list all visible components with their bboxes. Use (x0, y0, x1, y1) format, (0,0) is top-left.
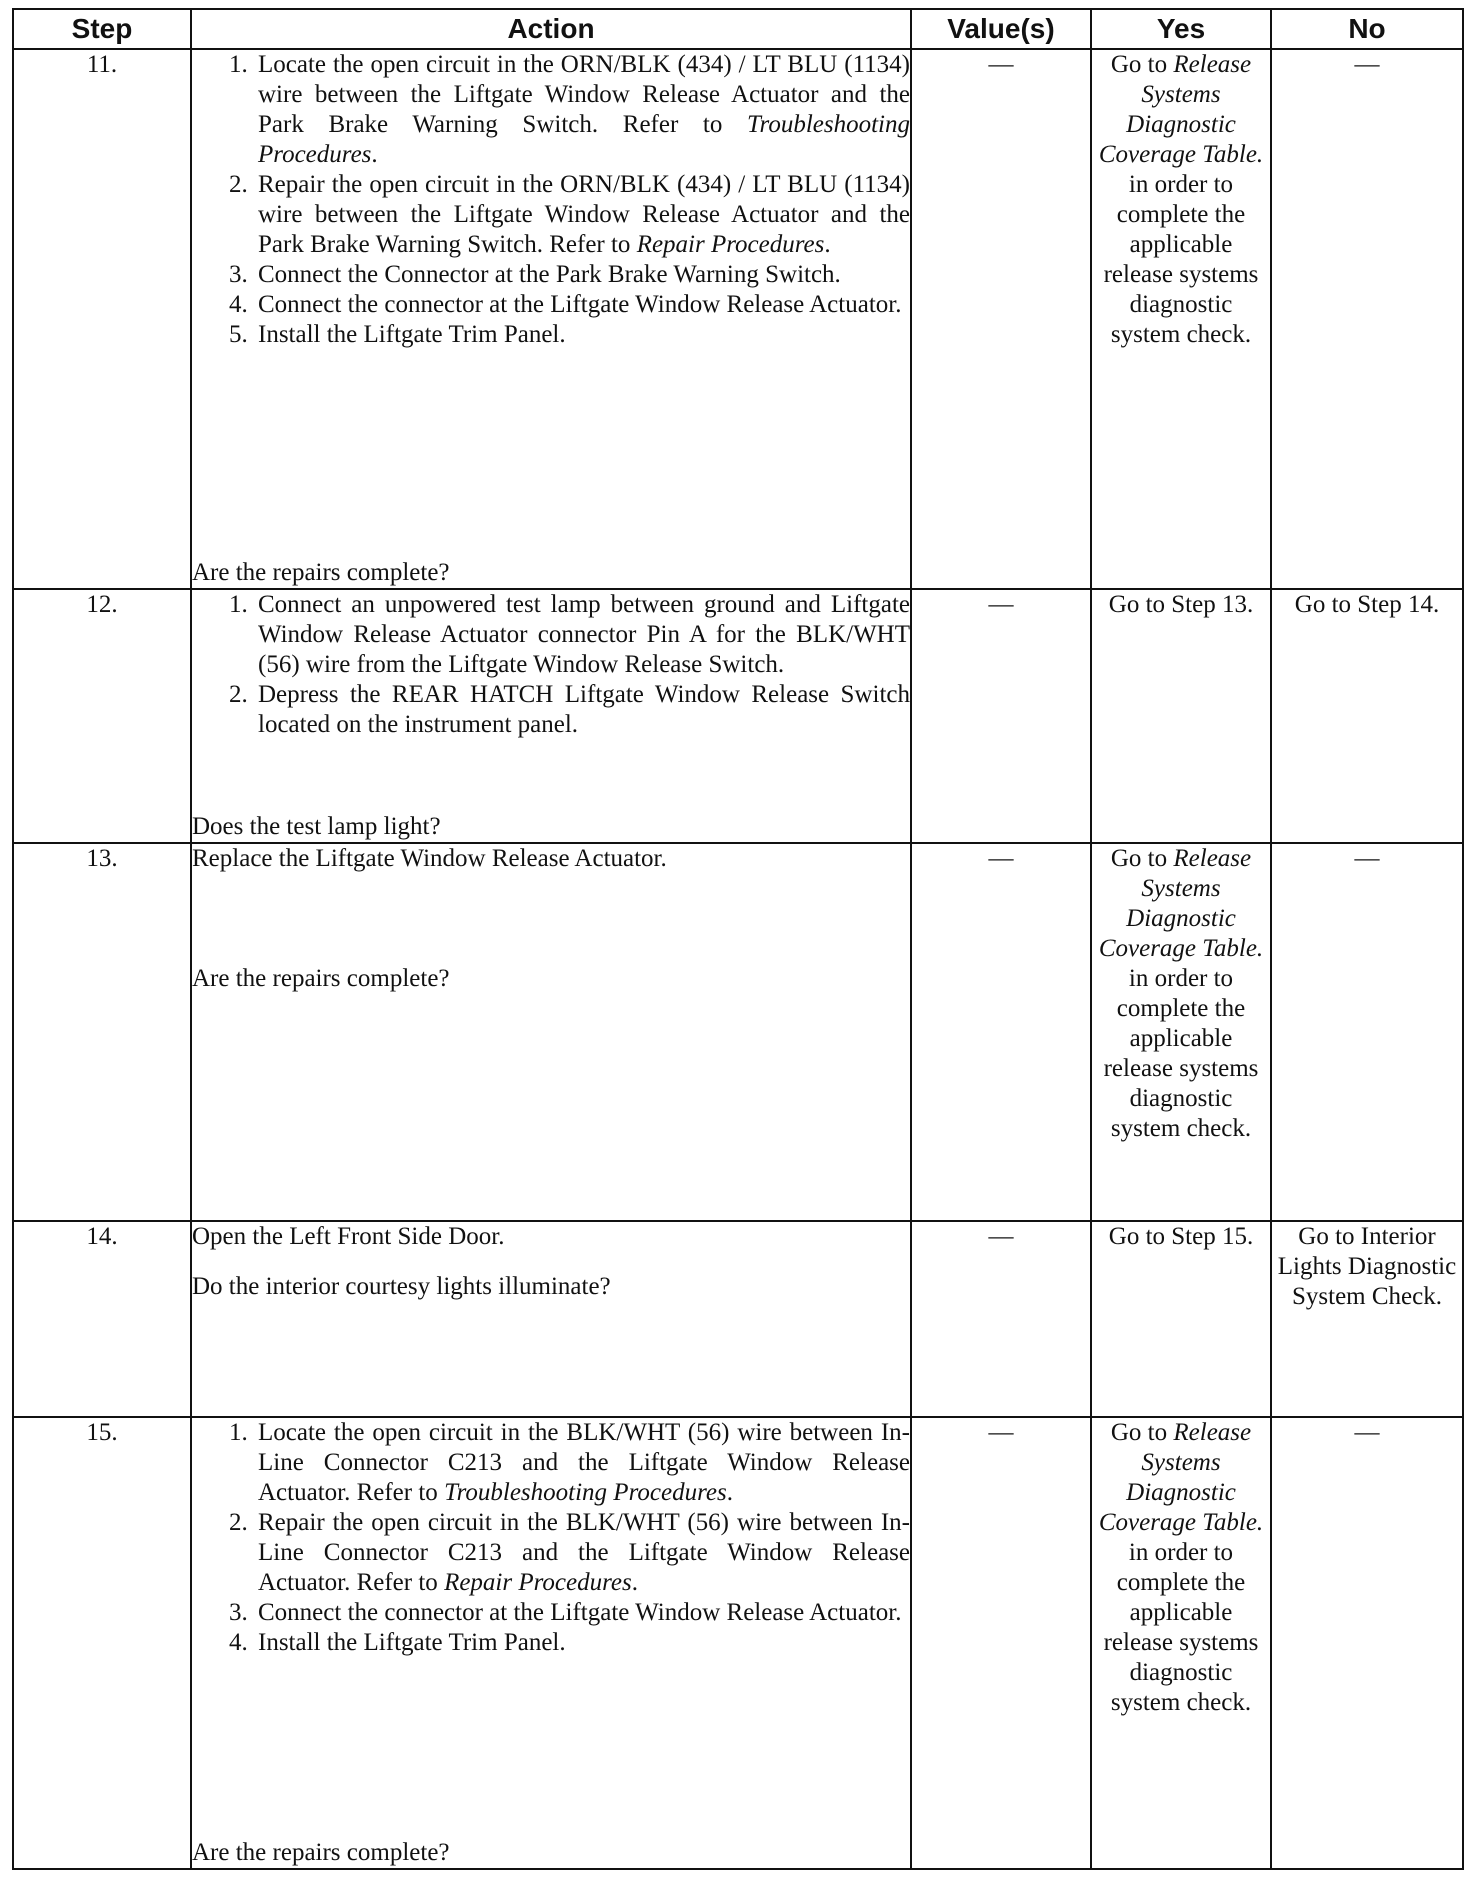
header-yes: Yes (1091, 9, 1271, 49)
header-row (13, 9, 1463, 49)
value-cell: — (911, 1417, 1091, 1869)
action-step-item: 1. Locate the open circuit in the ORN/BLK (434) / LT BLU (1134) wire between the Liftgate Window Release Actuator and the Park Brake Warning Switch. Refer to Troubleshooting Procedures. (254, 50, 910, 170)
table-row-step-12 (13, 589, 1463, 843)
no-cell: Go to Interior Lights Diagnostic System Check. (1271, 1221, 1463, 1417)
action-step-item: 3. Connect the connector at the Liftgate Window Release Actuator. (254, 1598, 910, 1628)
header-values: Value(s) (911, 9, 1091, 49)
action-question: Do the interior courtesy lights illuminate? (192, 1273, 611, 1300)
action-text: Replace the Liftgate Window Release Actuator. (192, 845, 667, 872)
value-cell: — (911, 589, 1091, 843)
reference-link: Repair Procedures (444, 1569, 632, 1596)
action-question: Does the test lamp light? (192, 813, 441, 840)
yes-cell: Go to Step 13. (1091, 589, 1271, 843)
no-cell: — (1271, 843, 1463, 1221)
action-step-item: 3. Connect the Connector at the Park Brake Warning Switch. (254, 260, 910, 290)
table-row-step-11 (13, 49, 1463, 589)
no-cell: — (1271, 49, 1463, 589)
yes-cell: Go to Release Systems Diagnostic Coverage Table. in order to complete the applicable release systems diagnostic system check. (1091, 49, 1271, 589)
action-step-item: 2. Repair the open circuit in the BLK/WHT (56) wire between In-Line Connector C213 and the Liftgate Window Release Actuator. Refer to Repair Procedures. (254, 1508, 910, 1598)
yes-cell: Go to Release Systems Diagnostic Coverage Table. in order to complete the applicable release systems diagnostic system check. (1091, 1417, 1271, 1869)
step-number: 15. (13, 1417, 191, 1869)
action-step-item: 4. Install the Liftgate Trim Panel. (254, 1628, 910, 1658)
no-cell: — (1271, 1417, 1463, 1869)
action-step-item: 2. Depress the REAR HATCH Liftgate Window Release Switch located on the instrument panel. (254, 680, 910, 740)
coverage-table-reference: Release Systems Diagnostic Coverage Table. (1098, 51, 1264, 168)
step-number: 11. (13, 49, 191, 589)
reference-link: Troubleshooting Procedures (444, 1479, 727, 1506)
step-number: 13. (13, 843, 191, 1221)
step-number: 14. (13, 1221, 191, 1417)
table-row-step-15 (13, 1417, 1463, 1869)
coverage-table-reference: Release Systems Diagnostic Coverage Table. (1098, 845, 1264, 962)
coverage-table-reference: Release Systems Diagnostic Coverage Table. (1098, 1419, 1264, 1536)
action-cell (191, 1221, 911, 1417)
value-cell: — (911, 49, 1091, 589)
action-steps (192, 590, 910, 740)
action-step-item: 4. Connect the connector at the Liftgate Window Release Actuator. (254, 290, 910, 320)
action-step-item: 5. Install the Liftgate Trim Panel. (254, 320, 910, 350)
action-steps (192, 50, 910, 350)
action-cell (191, 49, 911, 589)
table-row-step-14 (13, 1221, 1463, 1417)
action-step-item: 1. Connect an unpowered test lamp between ground and Liftgate Window Release Actuator connector Pin A for the BLK/WHT (56) wire from the Liftgate Window Release Switch. (254, 590, 910, 680)
action-cell (191, 843, 911, 1221)
value-cell: — (911, 1221, 1091, 1417)
step-number: 12. (13, 589, 191, 843)
no-cell: Go to Step 14. (1271, 589, 1463, 843)
action-question: Are the repairs complete? (192, 965, 450, 992)
diagnostic-sheet (12, 8, 1462, 1870)
yes-cell: Go to Release Systems Diagnostic Coverage Table. in order to complete the applicable release systems diagnostic system check. (1091, 843, 1271, 1221)
action-step-item: 1. Locate the open circuit in the BLK/WHT (56) wire between In-Line Connector C213 and the Liftgate Window Release Actuator. Refer to Troubleshooting Procedures. (254, 1418, 910, 1508)
header-step: Step (13, 9, 191, 49)
table-row-step-13 (13, 843, 1463, 1221)
value-cell: — (911, 843, 1091, 1221)
action-text: Open the Left Front Side Door. (192, 1223, 505, 1250)
action-steps (192, 1418, 910, 1658)
action-question: Are the repairs complete? (192, 559, 450, 586)
yes-cell: Go to Step 15. (1091, 1221, 1271, 1417)
action-step-item: 2. Repair the open circuit in the ORN/BLK (434) / LT BLU (1134) wire between the Liftgate Window Release Actuator and the Park Brake Warning Switch. Refer to Repair Procedures. (254, 170, 910, 260)
reference-link: Troubleshooting Procedures (258, 111, 910, 168)
action-cell (191, 1417, 911, 1869)
diagnostic-table (12, 8, 1464, 1870)
header-action: Action (191, 9, 911, 49)
action-cell (191, 589, 911, 843)
header-no: No (1271, 9, 1463, 49)
reference-link: Repair Procedures (636, 231, 825, 258)
action-question: Are the repairs complete? (192, 1839, 450, 1866)
